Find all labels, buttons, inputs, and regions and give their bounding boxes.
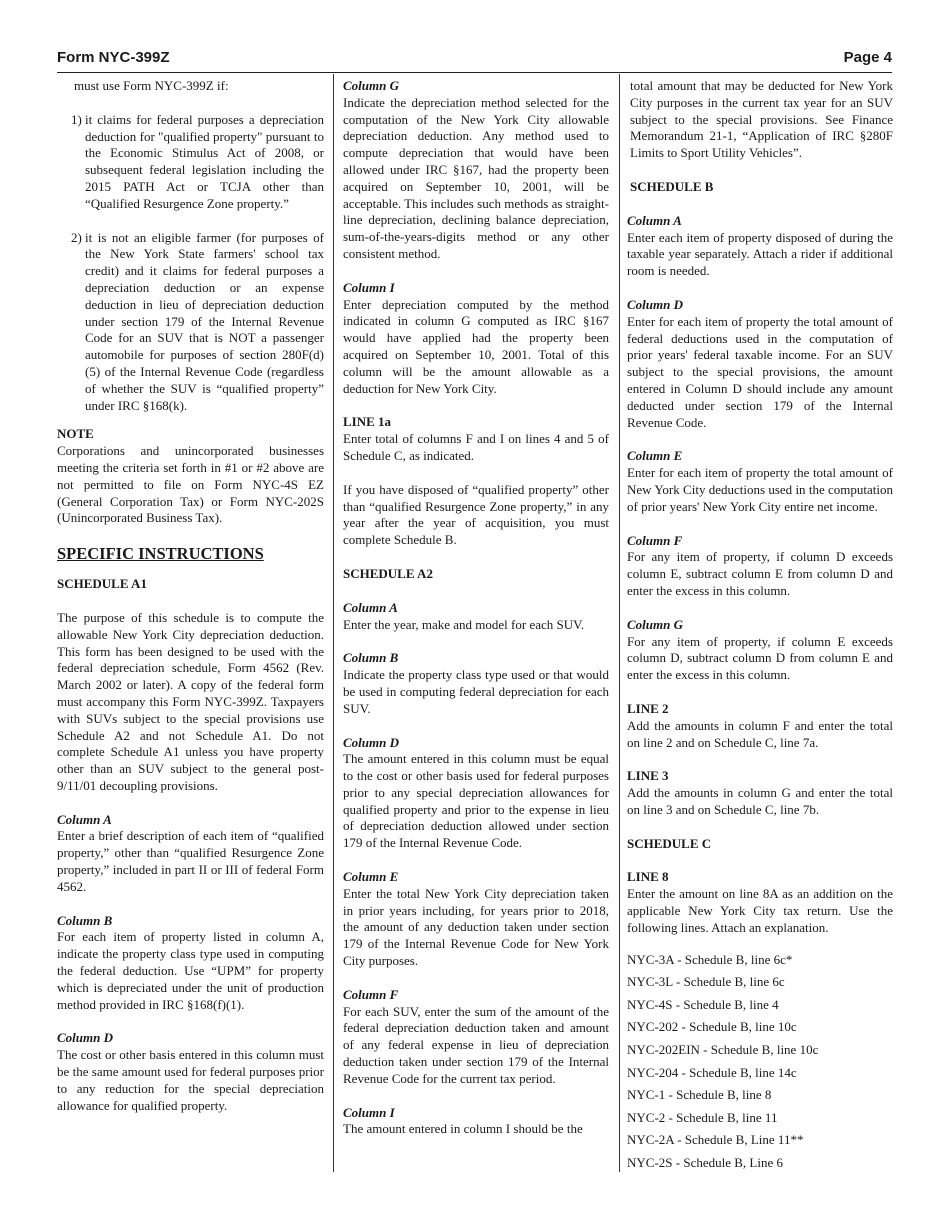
a1-column-a-heading: Column A <box>57 811 112 827</box>
a1-column-i-heading: Column I <box>343 279 395 295</box>
column-3 <box>627 78 893 1175</box>
list-item <box>57 112 324 213</box>
list-item: NYC-3A - Schedule B, line 6c* <box>627 951 793 967</box>
header-rule <box>57 72 892 73</box>
b-column-e-text: Enter for each item of property the total amount of New York City deductions used in the computation of prior years' New York City entire net income. <box>627 465 893 514</box>
list-item-number: 1) <box>71 111 82 127</box>
a2-column-d-heading: Column D <box>343 734 399 750</box>
b-column-a-heading: Column A <box>627 212 682 228</box>
criteria-list <box>57 112 324 415</box>
b-column-a-text: Enter each item of property disposed of during the taxable year separately. Attach a rider if additional room is needed. <box>627 229 893 279</box>
b-column-f-heading: Column F <box>627 532 683 548</box>
list-item-number: 2) <box>71 229 82 245</box>
list-item: NYC-204 - Schedule B, line 14c <box>627 1064 797 1080</box>
column-divider-1 <box>333 74 334 1172</box>
b-column-d-text: Enter for each item of property the total amount of federal deductions used in the computation of prior years' federal taxable income. For an SUV subject to the special provisions, the amount entered in Column D should include any amount deducted under section 179 of the Internal Revenue Code. <box>627 313 893 430</box>
list-item: NYC-2 - Schedule B, line 11 <box>627 1109 778 1125</box>
schedule-a2-heading: SCHEDULE A2 <box>343 565 433 581</box>
a1-column-g-heading: Column G <box>343 78 399 93</box>
a1-column-a-text: Enter a brief description of each item of “qualified property,” other than “qualified Resurgence Zone property,” included in part II or III of federal Form 4562. <box>57 828 324 894</box>
schedule-a1-text: The purpose of this schedule is to compute the allowable New York City depreciation deduction. This form has been designed to be used with the federal depreciation schedule, Form 4562 (Rev. March 2002 or later). A copy of the federal form must accompany this Form NYC-399Z. Taxpayers with SUVs subject to the special provisions use Schedule A2 and not Schedule A1. Do not complete Schedule A1 unless you have property other than an SUV subject to the general post-9/11/01 decoupling provisions. <box>57 609 324 793</box>
schedule-b-heading: SCHEDULE B <box>630 178 714 194</box>
line-8-text: Enter the amount on line 8A as an addition on the applicable New York City tax return. Use the following lines. Attach an explanation. <box>627 886 893 935</box>
line-1a-heading: LINE 1a <box>343 414 392 430</box>
b-column-g-text: For any item of property, if column E exceeds column D, subtract column D from column E and enter the excess in this column. <box>627 633 893 683</box>
line-2-heading: LINE 2 <box>627 700 669 716</box>
a1-column-i-text: Enter depreciation computed by the method indicated in column G computed as IRC §167 would have applied had the property been acquired on September 10, 2001. Total of this column will be the amount allowable as a deduction for New York City. <box>343 296 609 396</box>
column-2 <box>343 78 609 1138</box>
a2-column-e-heading: Column E <box>343 869 399 885</box>
form-name: Form NYC-399Z <box>57 49 170 66</box>
return-line-references <box>627 949 893 1175</box>
a2-column-f-text: For each SUV, enter the sum of the amount of the federal depreciation deduction taken and amount of any federal expense in lieu of depreciation deduction taken under section 179 of the Internal Revenue Code for the current tax period. <box>343 1003 609 1086</box>
schedule-c-heading: SCHEDULE C <box>627 835 712 851</box>
b-column-f-text: For any item of property, if column D exceeds column E, subtract column E from column D and enter the excess in this column. <box>627 549 893 598</box>
page-header <box>57 49 892 71</box>
a2-column-i-heading: Column I <box>343 1104 395 1120</box>
list-item: NYC-2S - Schedule B, Line 6 <box>627 1155 783 1171</box>
a2-column-a-text: Enter the year, make and model for each SUV. <box>343 616 585 632</box>
list-item <box>57 230 324 415</box>
list-item-text: it claims for federal purposes a depreciation deduction for "qualified property" pursuant to the Economic Stimulus Act of 2008, or subsequent federal legislation including the 2015 PATH Act or TCJA other than “Qualified Resurgence Zone property.” <box>85 111 324 211</box>
line-2-text: Add the amounts in column F and enter the total on line 2 and on Schedule C, line 7a. <box>627 717 893 750</box>
line-3-text: Add the amounts in column G and enter the total on line 3 and on Schedule C, line 7b. <box>627 785 893 817</box>
a2-column-a-heading: Column A <box>343 599 398 615</box>
column-1 <box>57 78 324 1114</box>
b-column-e-heading: Column E <box>627 448 683 464</box>
intro-text: must use Form NYC-399Z if: <box>74 78 229 93</box>
note-heading: NOTE <box>57 426 94 442</box>
a1-column-d-heading: Column D <box>57 1030 113 1046</box>
list-item: NYC-1 - Schedule B, line 8 <box>627 1087 772 1103</box>
a2-column-i-continued: total amount that may be deducted for New York City purposes in the current tax year for an SUV subject to the special provisions. See Finance Memorandum 21-1, “Application of IRC §280F Limits to Sport Utility Vehicles”. <box>630 78 893 161</box>
b-column-g-heading: Column G <box>627 616 683 632</box>
disposed-property-text: If you have disposed of “qualified property” other than “qualified Resurgence Zone property,” in any year after the year of acquisition, you must complete Schedule B. <box>343 481 609 548</box>
page-number: Page 4 <box>843 49 892 66</box>
line-1a-text: Enter total of columns F and I on lines 4 and 5 of Schedule C, as indicated. <box>343 431 609 463</box>
note-text: Corporations and unincorporated businesses meeting the criteria set forth in #1 or #2 above are not permitted to file on Form NYC-4S EZ (General Corporation Tax) or Form NYC-202S (Unincorporated Business Tax). <box>57 443 324 526</box>
a1-column-b-heading: Column B <box>57 912 113 928</box>
a2-column-b-heading: Column B <box>343 650 399 666</box>
a2-column-i-text: The amount entered in column I should be the <box>343 1121 583 1137</box>
a2-column-f-heading: Column F <box>343 986 399 1002</box>
column-divider-2 <box>619 74 620 1172</box>
b-column-d-heading: Column D <box>627 296 683 312</box>
list-item: NYC-3L - Schedule B, line 6c <box>627 974 785 990</box>
list-item: NYC-4S - Schedule B, line 4 <box>627 996 779 1012</box>
a2-column-b-text: Indicate the property class type used or that would be used in computing federal depreciation for each SUV. <box>343 667 609 716</box>
list-item-text: it is not an eligible farmer (for purposes of the New York State farmers' school tax credit) and it claims for federal purposes a depreciation deduction or an expense deduction in lieu of depreciation deduction under section 179 of the Internal Revenue Code for an SUV that is NOT a passenger automobile for purposes of section 280F(d)(5) of the Internal Revenue Code (regardless of whether the SUV is “qualified property” under IRC §168(k). <box>85 229 324 413</box>
line-3-heading: LINE 3 <box>627 768 669 784</box>
schedule-a1-heading: SCHEDULE A1 <box>57 576 147 592</box>
list-item: NYC-202 - Schedule B, line 10c <box>627 1019 797 1035</box>
a2-column-e-text: Enter the total New York City depreciation taken in prior years including, for years prior to 2018, the amount of any deduction taken under section 179 of the Internal Revenue Code for New York City purposes. <box>343 885 609 969</box>
list-item: NYC-2A - Schedule B, Line 11** <box>627 1132 804 1148</box>
a2-column-d-text: The amount entered in this column must be equal to the cost or other basis used for federal purposes prior to any special depreciation allowances for qualified property and prior to the expense in lieu of depreciation deduction allowed under section 179 of the Internal Revenue Code. <box>343 751 609 851</box>
line-8-heading: LINE 8 <box>627 869 669 885</box>
specific-instructions-heading: SPECIFIC INSTRUCTIONS <box>57 544 264 564</box>
a1-column-b-text: For each item of property listed in column A, indicate the property class type used in computing the federal deduction. Use “UPM” for property which is depreciated under the unit of production method provided in IRC §168(f)(1). <box>57 929 324 1012</box>
a1-column-d-text: The cost or other basis entered in this column must be the same amount used for federal purposes prior to any reduction for the special depreciation allowance for qualified property. <box>57 1047 324 1113</box>
a1-column-g-text: Indicate the depreciation method selected for the computation of the New York City allowable depreciation deduction. Any method used to compute depreciation that would have been allowed under IRC §167, had the property been acquired on September 10, 2001, will be acceptable. This includes such methods as straight-line depreciation, declining balance depreciation, sum-of-the-years-digits method or any other consistent method. <box>343 94 609 261</box>
list-item: NYC-202EIN - Schedule B, line 10c <box>627 1042 819 1058</box>
